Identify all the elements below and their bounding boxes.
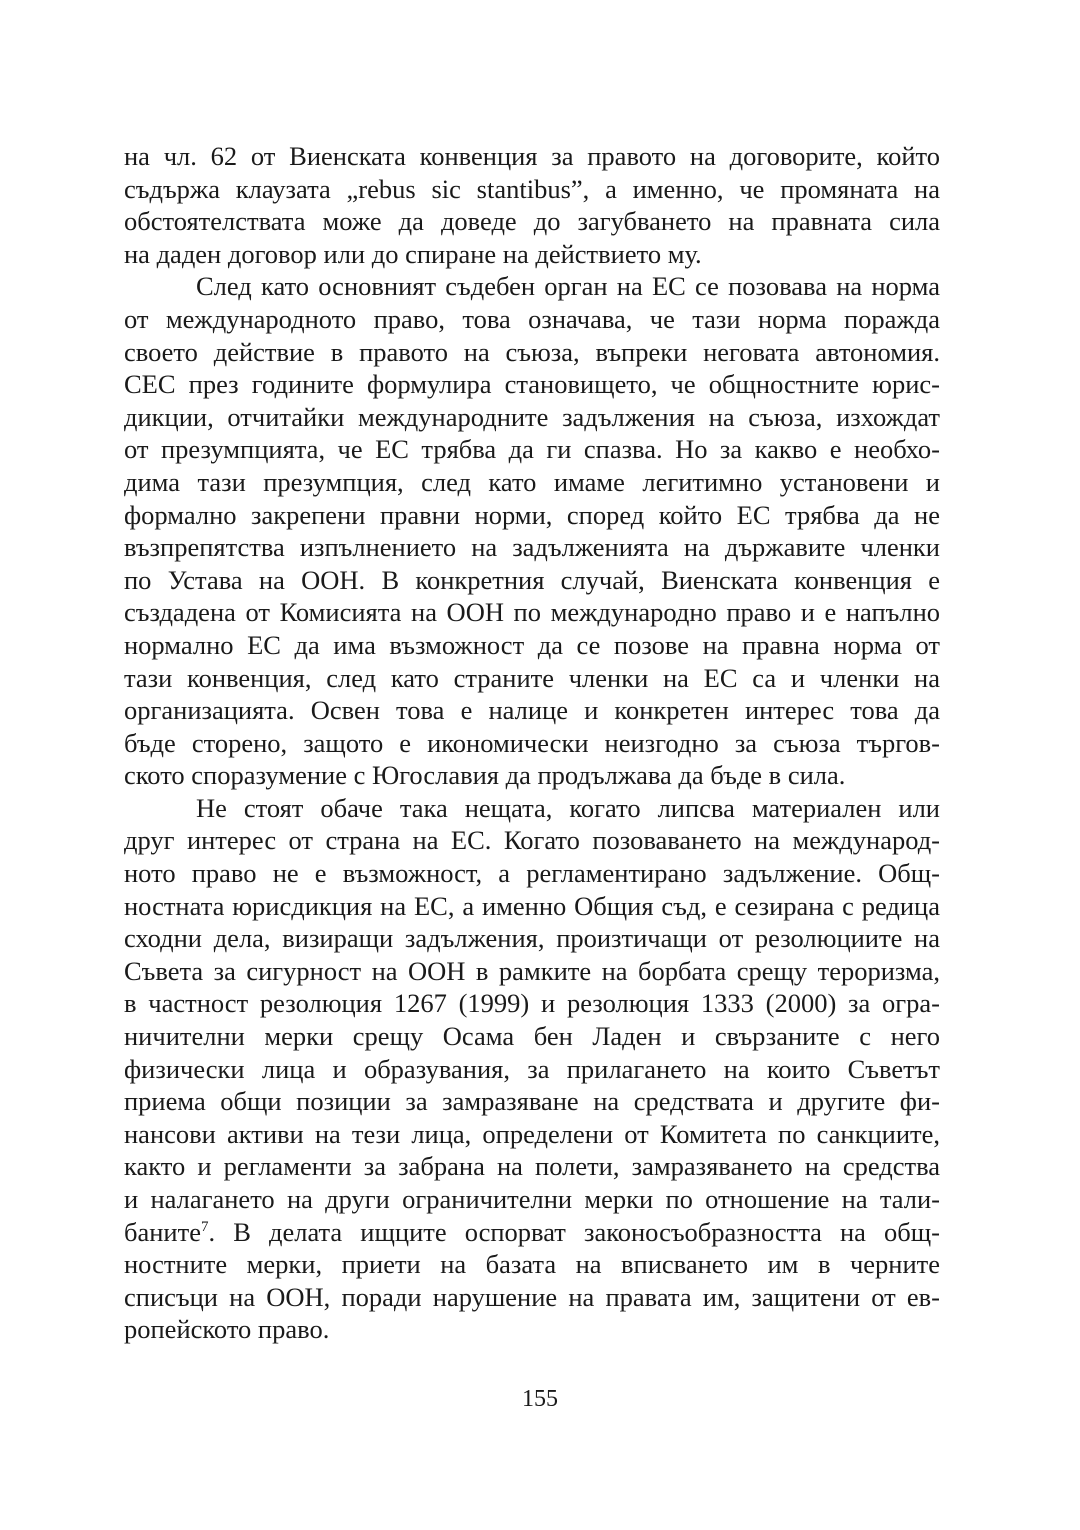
text-line: и налагането на други ограничителни мерки по отношение на тали- (124, 1184, 940, 1214)
text-line: на даден договор или до спиране на действието му. (124, 238, 702, 269)
text-line-with-footnote (124, 1216, 940, 1249)
text-line: друг интерес от страна на ЕС. Когато позоваването на международ- (124, 825, 940, 856)
text-line: организацията. Освен това е налице и конкретен интерес това да (124, 695, 940, 726)
text-line: физически лица и образувания, за прилагането на които Съветът (124, 1053, 940, 1084)
body-text (124, 140, 940, 1346)
text-line: създадена от Комисията на ООН по международно право и е напълно (124, 597, 940, 628)
text-line: от международното право, това означава, че тази норма поражда (124, 303, 940, 334)
text-line: бъде сторено, защото е икономически неизгодно за съюза търгов- (124, 727, 940, 758)
text-fragment: . В делата ищците оспорват законосъобразността на общ- (208, 1216, 940, 1247)
text-line: Съвета за сигурност на ООН в рамките на борбата срещу тероризма, (124, 955, 940, 986)
text-line: След като основният съдебен орган на ЕС се позовава на норма (196, 271, 940, 302)
text-line: СЕС през годините формулира становището, че общностните юрис- (124, 369, 940, 400)
page-number: 155 (522, 1386, 558, 1412)
text-line: ничителни мерки срещу Осама бен Ладен и свързаните с него (124, 1021, 940, 1052)
text-line: сходни дела, визиращи задължения, произтичащи от резолюциите на (124, 923, 940, 954)
footnote-reference[interactable]: 7 (200, 1218, 209, 1235)
text-line: нормално ЕС да има възможност да се позове на правна норма от (124, 629, 940, 660)
text-line: ското споразумение с Югославия да продължава да бъде в сила. (124, 760, 846, 791)
text-line: нансови активи на тези лица, определени от Комитета по санкциите, (124, 1118, 940, 1149)
text-line: списъци на ООН, поради нарушение на правата им, защитени от ев- (124, 1281, 940, 1312)
text-line: тази конвенция, след като страните членки на ЕС са и членки на (124, 662, 940, 693)
text-line: дима тази презумпция, след като имаме легитимно установени и (124, 466, 940, 497)
text-line: от презумпцията, че ЕС трябва да ги спазва. Но за какво е необхо- (124, 434, 940, 465)
text-line: ното право не е възможност, а регламентирано задължение. Общ- (124, 858, 940, 889)
text-line: дикции, отчитайки международните задължения на съюза, изхождат (124, 401, 940, 432)
text-line: съдържа клаузата „rebus sic stantibus”, а именно, че промяната на (124, 173, 940, 204)
text-line: ностната юрисдикция на ЕС, а именно Общия съд, е сезирана с редица (124, 890, 940, 921)
text-line: обстоятелствата може да доведе до загубването на правната сила (124, 206, 940, 237)
text-line: ропейското право. (124, 1314, 330, 1345)
text-line: по Устава на ООН. В конкретния случай, Виенската конвенция е (124, 564, 940, 595)
text-fragment: баните (124, 1216, 201, 1247)
text-line: възпрепятства изпълнението на задълженията на държавите членки (124, 532, 940, 563)
text-line: приема общи позиции за замразяване на средствата и другите фи- (124, 1086, 940, 1117)
text-line: Не стоят обаче така нещата, когато липсва материален или (196, 792, 940, 823)
text-line: в частност резолюция 1267 (1999) и резолюция 1333 (2000) за огра- (124, 988, 940, 1019)
text-line: на чл. 62 от Виенската конвенция за правото на договорите, който (124, 141, 940, 171)
text-line: формално закрепени правни норми, според който ЕС трябва да не (124, 499, 940, 530)
text-line: както и регламенти за забрана на полети, замразяването на средства (124, 1151, 940, 1182)
text-line: своето действие в правото на съюза, въпреки неговата автономия. (124, 336, 940, 367)
text-line: ностните мерки, приети на базата на вписването им в черните (124, 1249, 940, 1280)
